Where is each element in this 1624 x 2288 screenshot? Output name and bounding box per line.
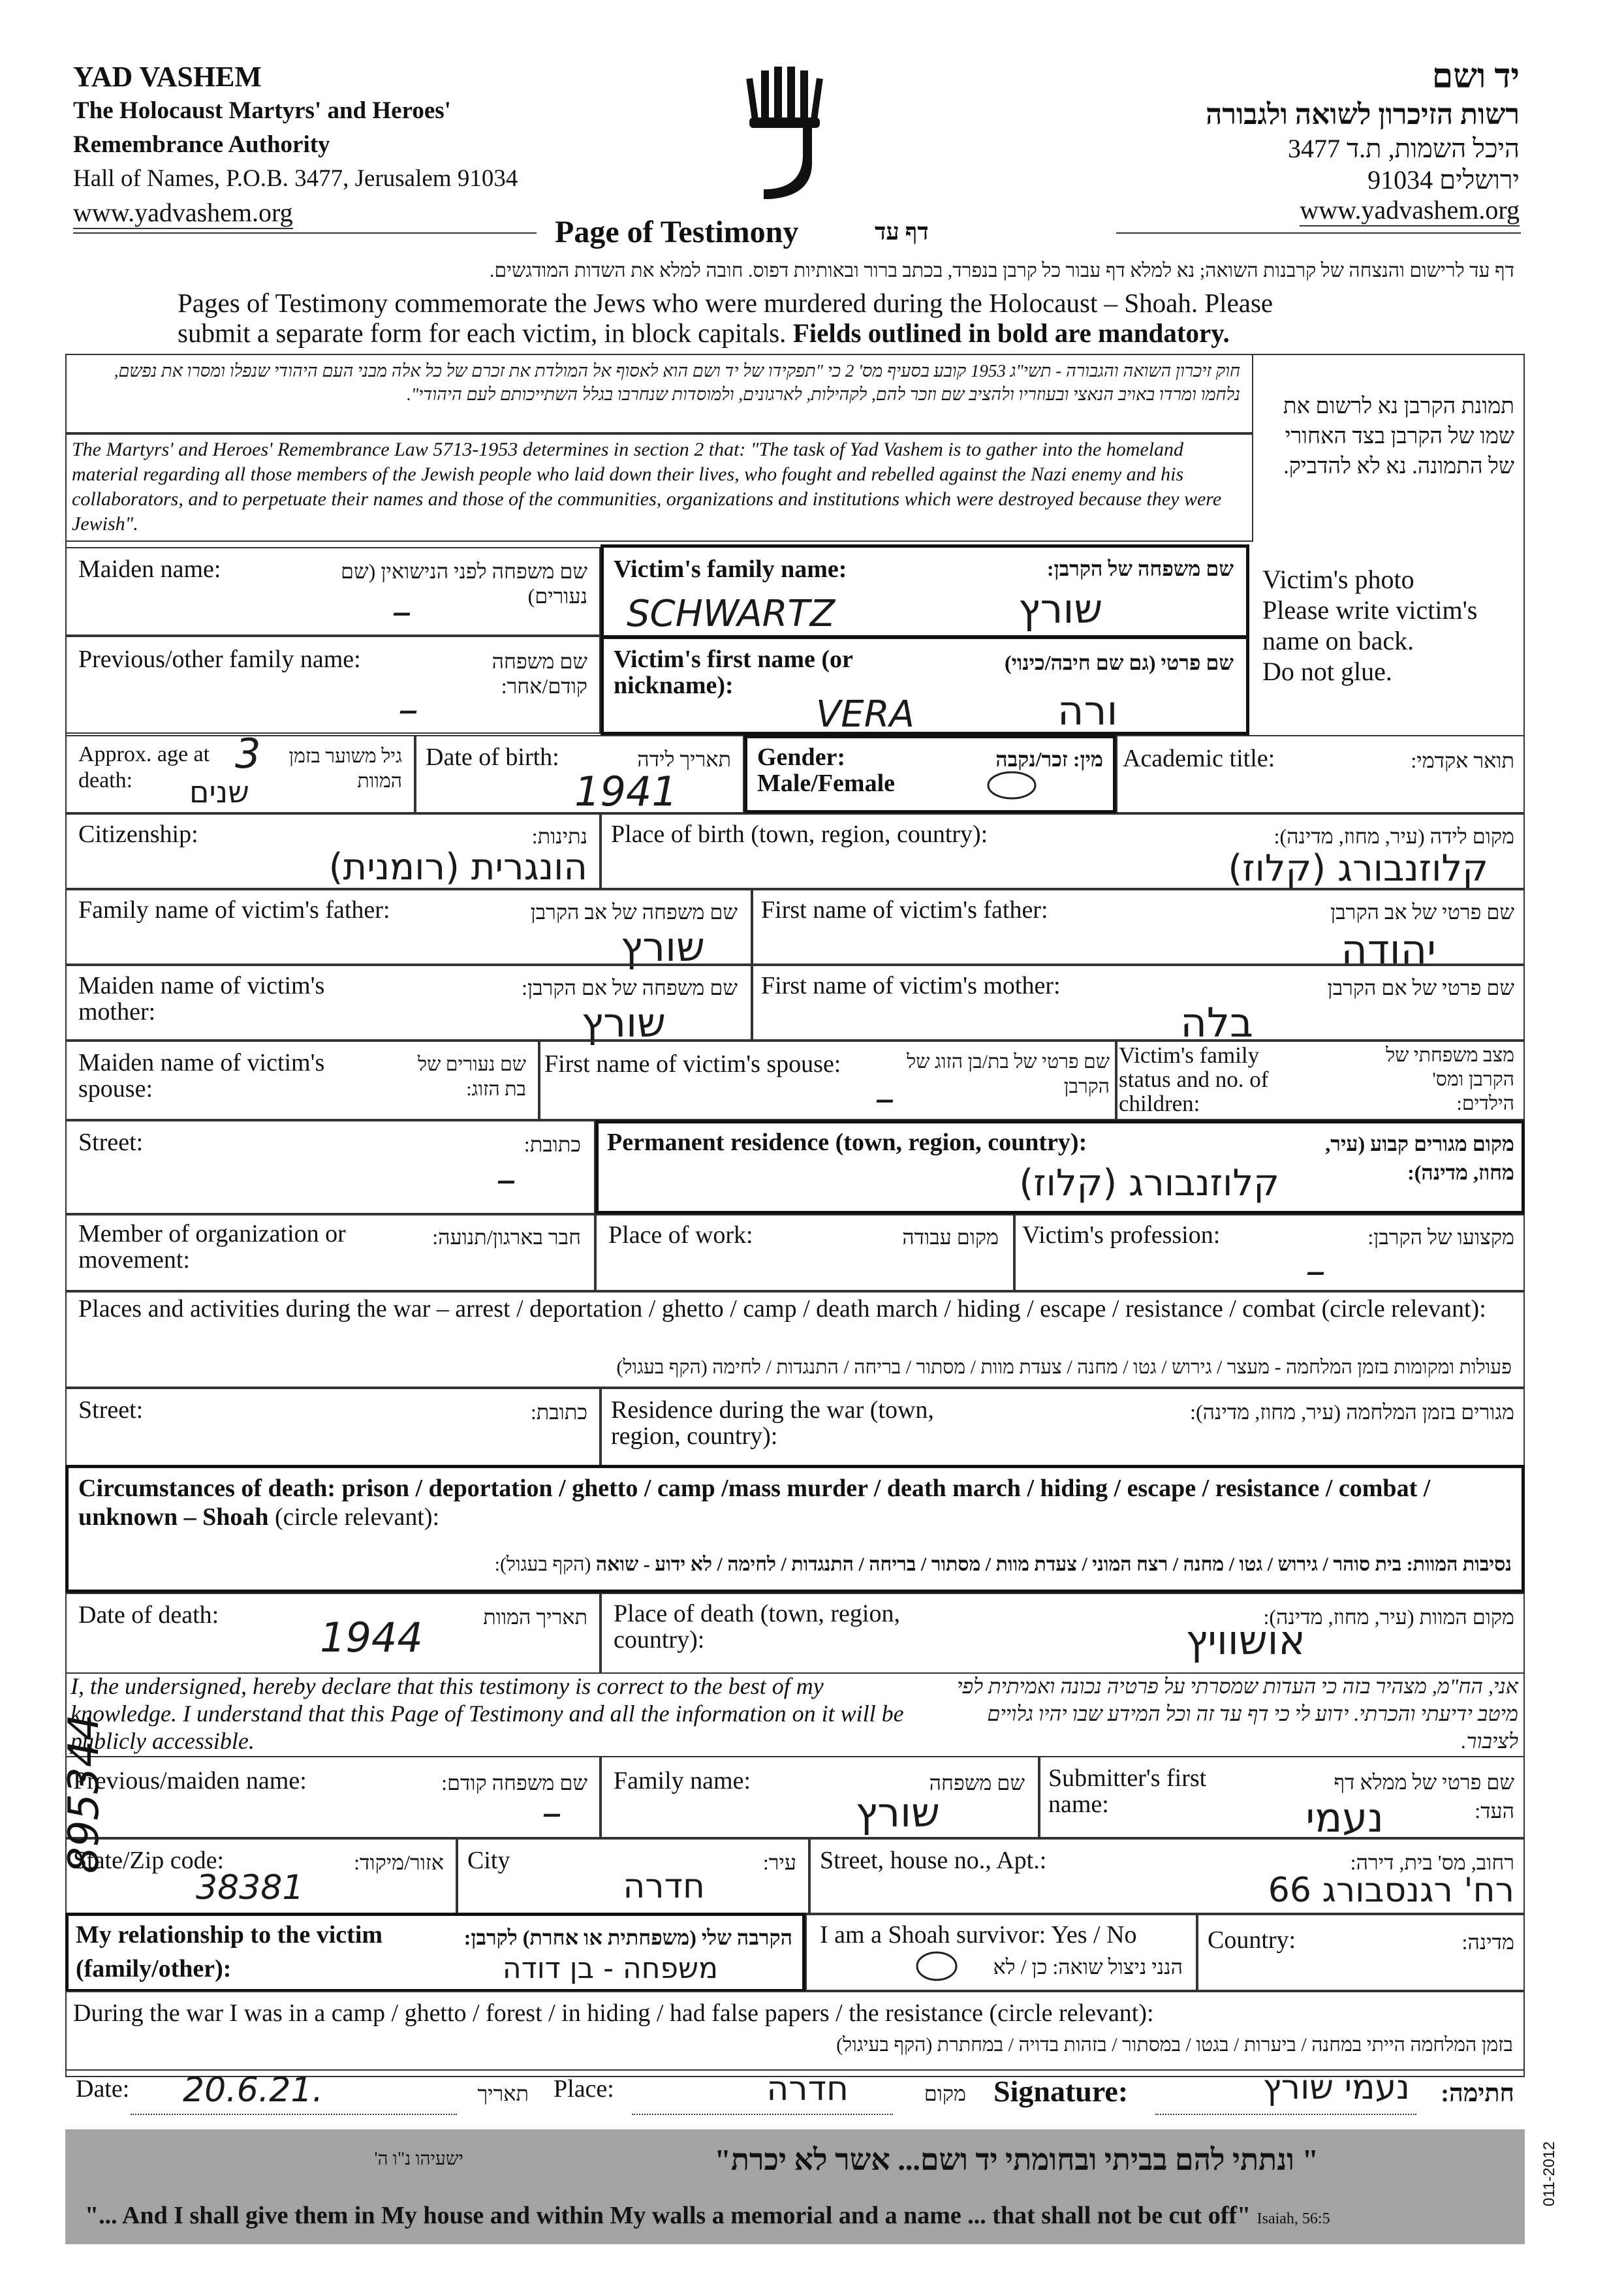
- circumstances-of-death-label-he: נסיבות המוות: בית סוהר / גירוש / גטו / מחנה / רצח המוני / צעדת מוות / מסתור / בריחה / התנגדות / לחימה / לא ידוע - שואה (הקף בעגול):: [494, 1554, 1512, 1575]
- war-street-label-he: כתובת:: [530, 1400, 587, 1424]
- maiden-name-value: –: [392, 588, 412, 635]
- form-code: 011-2012: [1540, 2141, 1558, 2206]
- citizenship-label: Citizenship:: [78, 821, 198, 848]
- prev-family-name-value: –: [398, 685, 418, 733]
- date-value: 20.6.21.: [183, 2071, 324, 2110]
- submitter-wartime-label: During the war I was in a camp / ghetto / forest / in hiding / had false papers / the resistance (circle relevant):: [73, 1999, 1154, 2027]
- submitter-prev-name-label: Previous/maiden name:: [73, 1767, 307, 1794]
- street-label: Street:: [78, 1129, 144, 1156]
- maiden-name-label-he: שם משפחה לפני הנישואין (שם נעורים): [341, 559, 587, 608]
- age-value-he: שנים: [189, 774, 249, 809]
- place-of-death-label-he: מקום המוות (עיר, מחוז, מדינה):: [1263, 1605, 1514, 1629]
- submitter-street-label-he: רחוב, מס' בית, דירה:: [1350, 1851, 1514, 1874]
- signature-line: [1155, 2114, 1416, 2115]
- mother-maiden-name-value: שורץ: [581, 999, 666, 1046]
- form-title-he: דף עד: [875, 219, 929, 245]
- date-of-death-label-he: תאריך המוות: [483, 1605, 587, 1629]
- place-of-death-value: אושוויץ: [1185, 1616, 1305, 1664]
- street-value: –: [496, 1155, 516, 1203]
- relationship-label: My relationship to the victim (family/other):: [76, 1921, 383, 1982]
- signature-value[interactable]: נעמי שורץ: [1262, 2068, 1410, 2107]
- father-family-name-value: שורץ: [620, 923, 705, 971]
- profession-label: Victim's profession:: [1022, 1221, 1221, 1249]
- intro-en-line1: Pages of Testimony commemorate the Jews who were murdered during the Holocaust – Shoah. Please: [178, 288, 1273, 318]
- family-status-label: Victim's family status and no. of children:: [1119, 1042, 1269, 1116]
- place-of-work-label-he: מקום עבודה: [902, 1225, 999, 1249]
- yad-vashem-logo: [744, 65, 829, 202]
- country-label: Country:: [1208, 1926, 1296, 1954]
- gender-circle-mark: [986, 769, 1038, 802]
- city-value: חדרה: [623, 1867, 705, 1906]
- law-he: חוק זיכרון השואה והגבורה - תשי"ג 1953 קובע בסעיף מס' 2 כי "תפקידו של יד ושם הוא לאסוף אל המולדת את זכרם של כל אלה מבני העם היהודי שנפלו ומסרו את נפשם, נלחמו ומרדו באויב הנאצי ובעוזריו ולהציב שם וזכר להם, לקהילות, לארגונים, ולמוסדות שנחרבו בגלל השתייכותם לעם היהודי".: [114, 361, 1240, 404]
- survivor-label-he: הנני ניצול שואה: כן / לא: [993, 1955, 1183, 1979]
- place-of-birth-value: קלוזנבורג (קלוז): [1228, 847, 1488, 890]
- address-he1: היכל השמות, ת.ד 3477: [1287, 134, 1520, 163]
- footer-quote-he: " ונתתי להם בביתי ובחומתי יד ושם... אשר לא יכרת": [714, 2143, 1319, 2176]
- maiden-name-label: Maiden name:: [78, 556, 221, 583]
- survivor-no-circle-mark: [914, 1949, 960, 1983]
- academic-title-label-he: תואר אקדמי:: [1411, 749, 1514, 772]
- mother-first-name-value: בלה: [1180, 999, 1253, 1046]
- profession-label-he: מקצועו של הקרבן:: [1367, 1225, 1514, 1249]
- father-family-name-label: Family name of victim's father:: [78, 896, 390, 924]
- photo-instructions-he: תמונת הקרבן נא לרשום את שמו של הקרבן בצד האחורי של התמונה. נא לא להדביק.: [1283, 394, 1514, 478]
- family-status-label-he: מצב משפחתי של הקרבן ומס' הילדים:: [1386, 1044, 1514, 1114]
- org-line1-he: רשות הזיכרון לשואה ולגבורה: [1206, 99, 1520, 131]
- country-label-he: מדינה:: [1461, 1930, 1514, 1954]
- war-places-label-he: פעולות ומקומות בזמן המלחמה - מעצר / גירוש / גטו / מחנה / צעדת מוות / מסתור / בריחה / התנגדות / לחימה (הקף בעגול): [616, 1356, 1512, 1378]
- place-of-birth-label: Place of birth (town, region, country):: [611, 821, 988, 848]
- date-line: [131, 2114, 457, 2115]
- submitter-wartime-label-he: בזמן המלחמה הייתי במחנה / ביערות / בגטו / במסתור / בזהות בדויה / במחתרת (הקף בעיגול): [836, 2034, 1513, 2056]
- place-line: [632, 2114, 893, 2115]
- mother-first-name-label: First name of victim's mother:: [761, 972, 1061, 999]
- permanent-residence-label-he: מקום מגורים קבוע (עיר, מחוז, מדינה):: [1325, 1132, 1514, 1184]
- war-residence-label: Residence during the war (town, region, country):: [611, 1396, 934, 1450]
- address-en: Hall of Names, P.O.B. 3477, Jerusalem 91034: [73, 165, 518, 192]
- footer-quote-en: "... And I shall give them in My house and within My walls a memorial and a name ... that shall not be cut off" Isaiah, 56:5: [85, 2202, 1330, 2229]
- signature-label: Signature:: [993, 2075, 1129, 2108]
- submitter-first-name-label-he: שם פרטי של ממלא דף העד:: [1334, 1770, 1514, 1823]
- submitter-first-name-value: נעמי: [1305, 1794, 1384, 1841]
- gender-label: Gender: Male/Female: [757, 744, 896, 797]
- age-value: 3: [235, 730, 261, 777]
- intro-he: דף עד לרישום והנצחה של קרבנות השואה; נא למלא דף עבור כל קרבן בנפרד, בכתב ברור ובאותיות דפוס. חובה למלא את השדות המודגשים.: [489, 260, 1514, 281]
- declaration-en: I, the undersigned, hereby declare that this testimony is correct to the best of my knowledge. I understand that this Page of Testimony and all the information on it will be publicly accessible.: [70, 1673, 904, 1754]
- war-street-label: Street:: [78, 1396, 144, 1424]
- survivor-label: I am a Shoah survivor: Yes / No: [820, 1921, 1137, 1949]
- victim-family-name-value-en: SCHWARTZ: [627, 593, 835, 635]
- place-label-he: מקום: [924, 2082, 966, 2105]
- org-name-en: YAD VASHEM: [73, 61, 262, 93]
- mother-first-name-label-he: שם פרטי של אם הקרבן: [1327, 976, 1514, 999]
- street-label-he: כתובת:: [523, 1133, 581, 1156]
- permanent-residence-value: קלוזנבורג (קלוז): [1019, 1162, 1279, 1204]
- date-of-death-value: 1944: [320, 1614, 423, 1661]
- org-line2-en: Remembrance Authority: [73, 131, 330, 158]
- zip-code-label: State/Zip code:: [73, 1847, 225, 1874]
- website-right: www.yadvashem.org: [1300, 195, 1520, 227]
- place-of-work-label: Place of work:: [608, 1221, 753, 1249]
- zip-code-value: 38381: [196, 1868, 304, 1907]
- city-label-he: עיר:: [762, 1851, 796, 1874]
- member-org-label: Member of organization or movement:: [78, 1220, 346, 1274]
- relationship-value: משפחה - בן דודה: [502, 1952, 718, 1985]
- war-residence-label-he: מגורים בזמן המלחמה (עיר, מחוז, מדינה):: [1190, 1400, 1514, 1424]
- dob-label: Date of birth:: [426, 744, 559, 771]
- war-places-label: Places and activities during the war – arrest / deportation / ghetto / camp / death march / hiding / escape / resistance / combat (circle relevant):: [78, 1295, 1486, 1323]
- date-label-he: תאריך: [477, 2082, 529, 2105]
- spouse-first-name-label: First name of victim's spouse:: [544, 1050, 841, 1078]
- header-rule-right: [1116, 232, 1521, 234]
- spouse-maiden-name-label-he: שם נעורים של בת הזוג:: [418, 1054, 526, 1100]
- form-title-en: Page of Testimony: [555, 215, 799, 249]
- header-rule-left: [73, 232, 537, 234]
- signature-label-he: חתימה:: [1441, 2080, 1514, 2107]
- spouse-first-name-label-he: שם פרטי של בת/בן הזוג של הקרבן: [907, 1051, 1110, 1097]
- declaration-he: אני, הח"מ, מצהיר בזה כי העדות שמסרתי על פרטיה נכונה ואמיתית לפי מיטב ידיעתי והכרתי. ידוע לי כי דף עד זה וכל המידע שבו יהיו גלויים לציבור.: [956, 1674, 1518, 1753]
- zip-code-label-he: אזור/מיקוד:: [354, 1851, 444, 1874]
- age-label-he: גיל משוער בזמן המוות: [289, 745, 402, 792]
- submitter-prev-name-label-he: שם משפחה קודם:: [441, 1771, 587, 1794]
- website-left: www.yadvashem.org: [73, 197, 293, 229]
- city-label: City: [467, 1847, 510, 1874]
- circumstances-of-death-label: Circumstances of death: prison / deportation / ghetto / camp /mass murder / death march / hiding / escape / resistance / combat / unknown – Shoah (circle relevant):: [78, 1475, 1431, 1531]
- address-he2: ירושלים 91034: [1367, 165, 1520, 195]
- father-first-name-value: יהודה: [1341, 926, 1436, 973]
- spouse-maiden-name-label: Maiden name of victim's spouse:: [78, 1049, 325, 1103]
- place-of-birth-label-he: מקום לידה (עיר, מחוז, מדינה):: [1273, 824, 1514, 848]
- victim-family-name-label-he: שם משפחה של הקרבן:: [1046, 557, 1234, 580]
- victim-first-name-label-he: שם פרטי (גם שם חיבה/כינוי): [1005, 651, 1234, 674]
- permanent-residence-label: Permanent residence (town, region, country):: [607, 1129, 1087, 1156]
- place-of-death-label: Place of death (town, region, country):: [614, 1600, 900, 1653]
- mother-maiden-name-label-he: שם משפחה של אם הקרבן:: [522, 976, 738, 999]
- father-first-name-label: First name of victim's father:: [761, 896, 1048, 924]
- dob-value: 1941: [574, 768, 678, 815]
- citizenship-label-he: נתינות:: [531, 824, 587, 848]
- submitter-street-label: Street, house no., Apt.:: [820, 1847, 1047, 1874]
- age-label: Approx. age at death:: [78, 742, 210, 792]
- archive-number-stamp: 895344: [60, 1714, 108, 1873]
- place-value: חדרה: [766, 2069, 849, 2108]
- org-line1-en: The Holocaust Martyrs' and Heroes': [73, 97, 451, 124]
- citizenship-value: הונגרית (רומנית): [328, 846, 587, 888]
- gender-label-he: מין: זכר/נקבה: [995, 747, 1103, 771]
- org-name-he: יד ושם: [1431, 58, 1520, 95]
- footer-quote-he-ref: ישעיהו נ"ו ה': [374, 2149, 463, 2169]
- member-org-label-he: חבר בארגון/תנועה:: [432, 1225, 581, 1249]
- victim-family-name-value-he: שורץ: [1018, 585, 1103, 633]
- submitter-family-name-value: שורץ: [855, 1789, 940, 1836]
- academic-title-label: Academic title:: [1123, 745, 1275, 772]
- dob-label-he: תאריך לידה: [637, 747, 731, 771]
- father-first-name-label-he: שם פרטי של אב הקרבן: [1330, 900, 1514, 924]
- date-of-death-label: Date of death:: [78, 1601, 219, 1629]
- law-en: The Martyrs' and Heroes' Remembrance Law 5713-1953 determines in section 2 that: "The task of Yad Vashem is to gather into the homeland material regarding all those members of the Jewish people who laid down their lives, who fought and rebelled against the Nazi enemy and his collaborators, and to perpetuate their names and those of the communities, organizations and institutions which were destroyed because they were Jewish".: [72, 439, 1222, 535]
- submitter-street-value: רח' רגנסבורג 66: [1268, 1871, 1514, 1910]
- submitter-family-name-label: Family name:: [614, 1767, 751, 1794]
- spouse-first-name-value: –: [875, 1074, 895, 1122]
- submitter-first-name-label: Submitter's first name:: [1048, 1764, 1207, 1818]
- mother-maiden-name-label: Maiden name of victim's mother:: [78, 972, 325, 1026]
- date-label: Date:: [76, 2075, 130, 2103]
- victim-first-name-value-en: VERA: [816, 693, 914, 736]
- place-label: Place:: [554, 2075, 614, 2103]
- submitter-prev-name-value: –: [542, 1789, 562, 1836]
- prev-family-name-label: Previous/other family name:: [78, 646, 361, 673]
- profession-value: –: [1305, 1247, 1326, 1294]
- prev-family-name-label-he: שם משפחה קודם/אחר:: [492, 650, 587, 698]
- relationship-label-he: הקרבה שלי (משפחתית או אחרת) לקרבן:: [463, 1926, 792, 1949]
- intro-en-line2: submit a separate form for each victim, in block capitals. Fields outlined in bold are mandatory.: [178, 318, 1230, 348]
- father-family-name-label-he: שם משפחה של אב הקרבן: [530, 900, 738, 924]
- victim-first-name-label: Victim's first name (or nickname):: [614, 646, 853, 699]
- submitter-family-name-label-he: שם משפחה: [929, 1771, 1025, 1794]
- photo-instructions-en: Victim's photo Please write victim's name on back. Do not glue.: [1262, 565, 1478, 686]
- victim-first-name-value-he: ורה: [1057, 687, 1118, 734]
- victim-family-name-label: Victim's family name:: [614, 556, 847, 583]
